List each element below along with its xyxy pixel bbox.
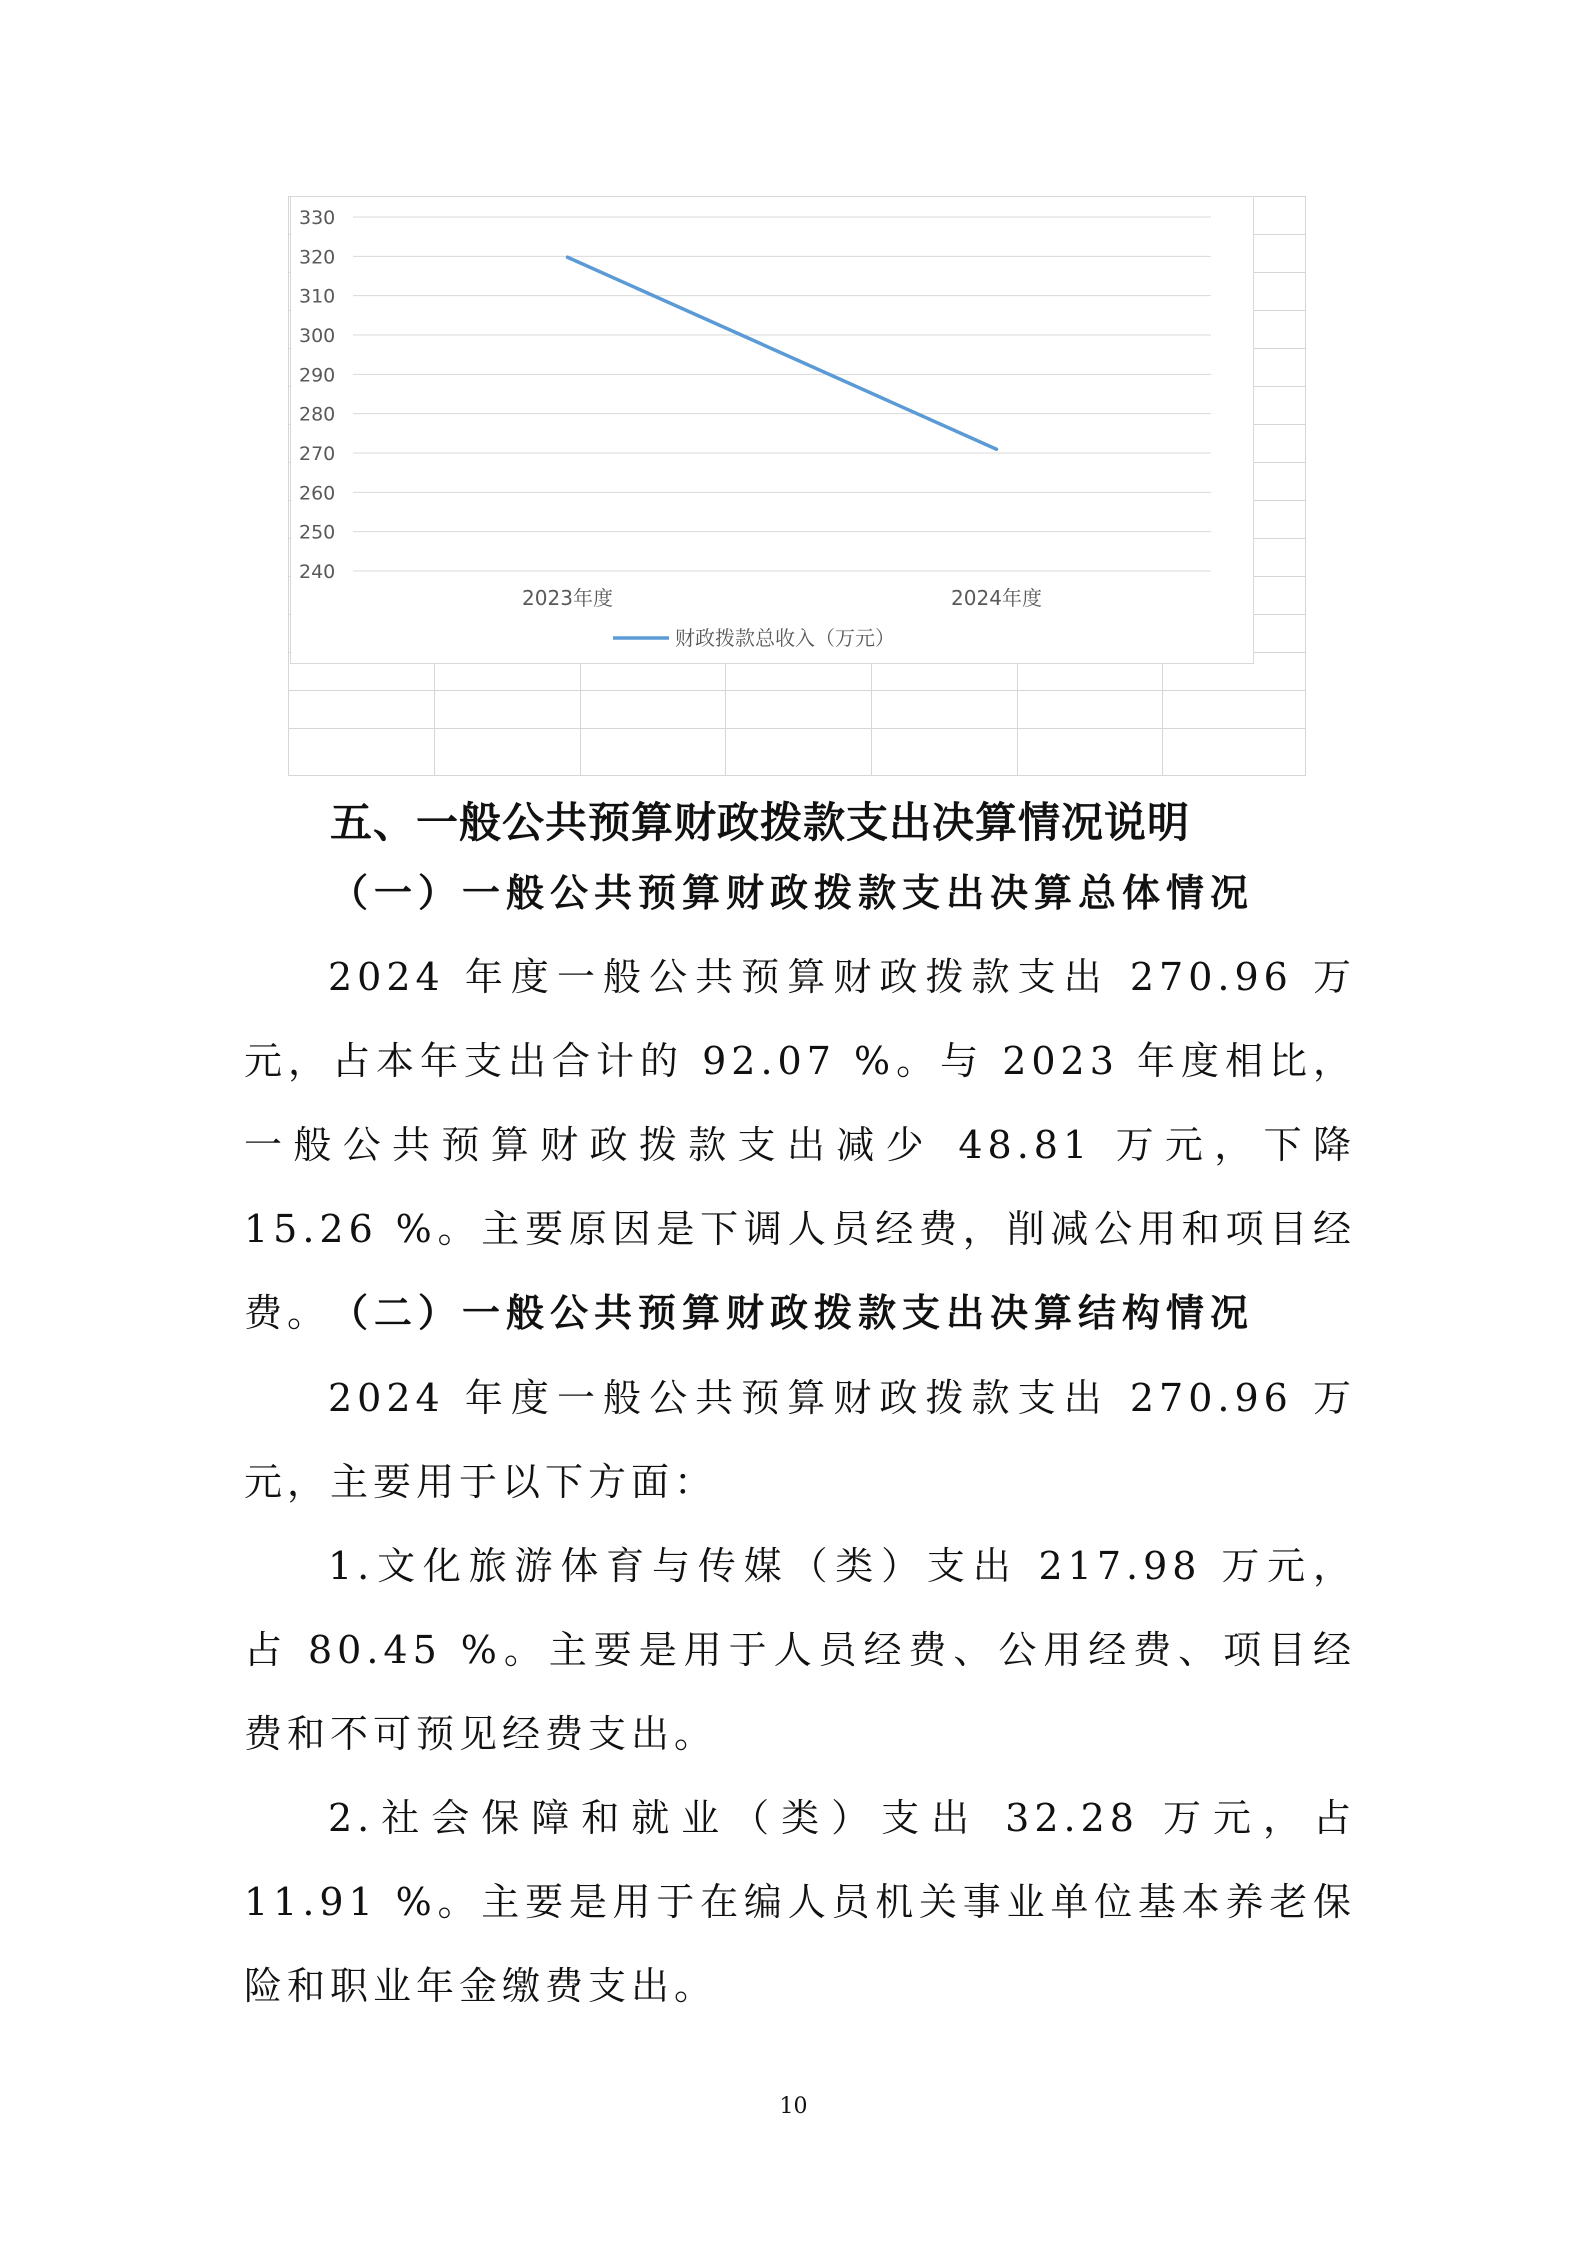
chart-canvas — [291, 197, 1255, 665]
y-tick-label: 300 — [299, 325, 336, 347]
paragraph-item-culture: 1.文化旅游体育与传媒（类）支出 217.98 万元， 占 80.45 %。主要是用于人员经费、公用经费、项目经费和不可预见经费支出。 — [244, 1544, 1356, 1756]
y-tick-label: 290 — [299, 364, 336, 387]
x-tick-label: 2024年度 — [951, 586, 1042, 610]
y-tick-label: 320 — [299, 246, 336, 269]
paragraph-item-social-security: 2.社会保障和就业（类）支出 32.28 万元，占 11.91 %。主要是用于在编人员机关事业单位基本养老保险和职业年金缴费支出。 — [244, 1796, 1356, 2008]
paragraph-overall: 2024 年度一般公共预算财政拨款支出 270.96 万元，占本年支出合计的 92.07 %。与 2023 年度相比，一般公共预算财政拨款支出减少 48.81 万元，下降 15.26 %。主要原因是下调人员经费，削减公用和项目经费。 — [244, 955, 1356, 1335]
legend-label: 财政拨款总收入（万元） — [675, 626, 895, 650]
x-tick-label: 2023年度 — [522, 586, 613, 610]
y-tick-label: 260 — [299, 482, 336, 505]
page-number: 10 — [779, 2094, 808, 2119]
line-chart — [290, 196, 1254, 664]
y-tick-label: 250 — [299, 521, 336, 544]
section-heading: 五、一般公共预算财政拨款支出决算情况说明 — [330, 798, 1191, 847]
y-tick-label: 240 — [299, 561, 336, 583]
y-tick-label: 270 — [299, 443, 336, 465]
series-line — [568, 257, 997, 449]
paragraph-structure-intro: 2024 年度一般公共预算财政拨款支出 270.96 万元，主要用于以下方面： — [244, 1376, 1356, 1504]
y-tick-label: 310 — [299, 285, 336, 308]
y-tick-label: 330 — [299, 207, 336, 229]
y-tick-label: 280 — [299, 403, 336, 426]
subheading-structure: （二）一般公共预算财政拨款支出决算结构情况 — [330, 1290, 1255, 1335]
subheading-overall: （一）一般公共预算财政拨款支出决算总体情况 — [330, 870, 1255, 915]
